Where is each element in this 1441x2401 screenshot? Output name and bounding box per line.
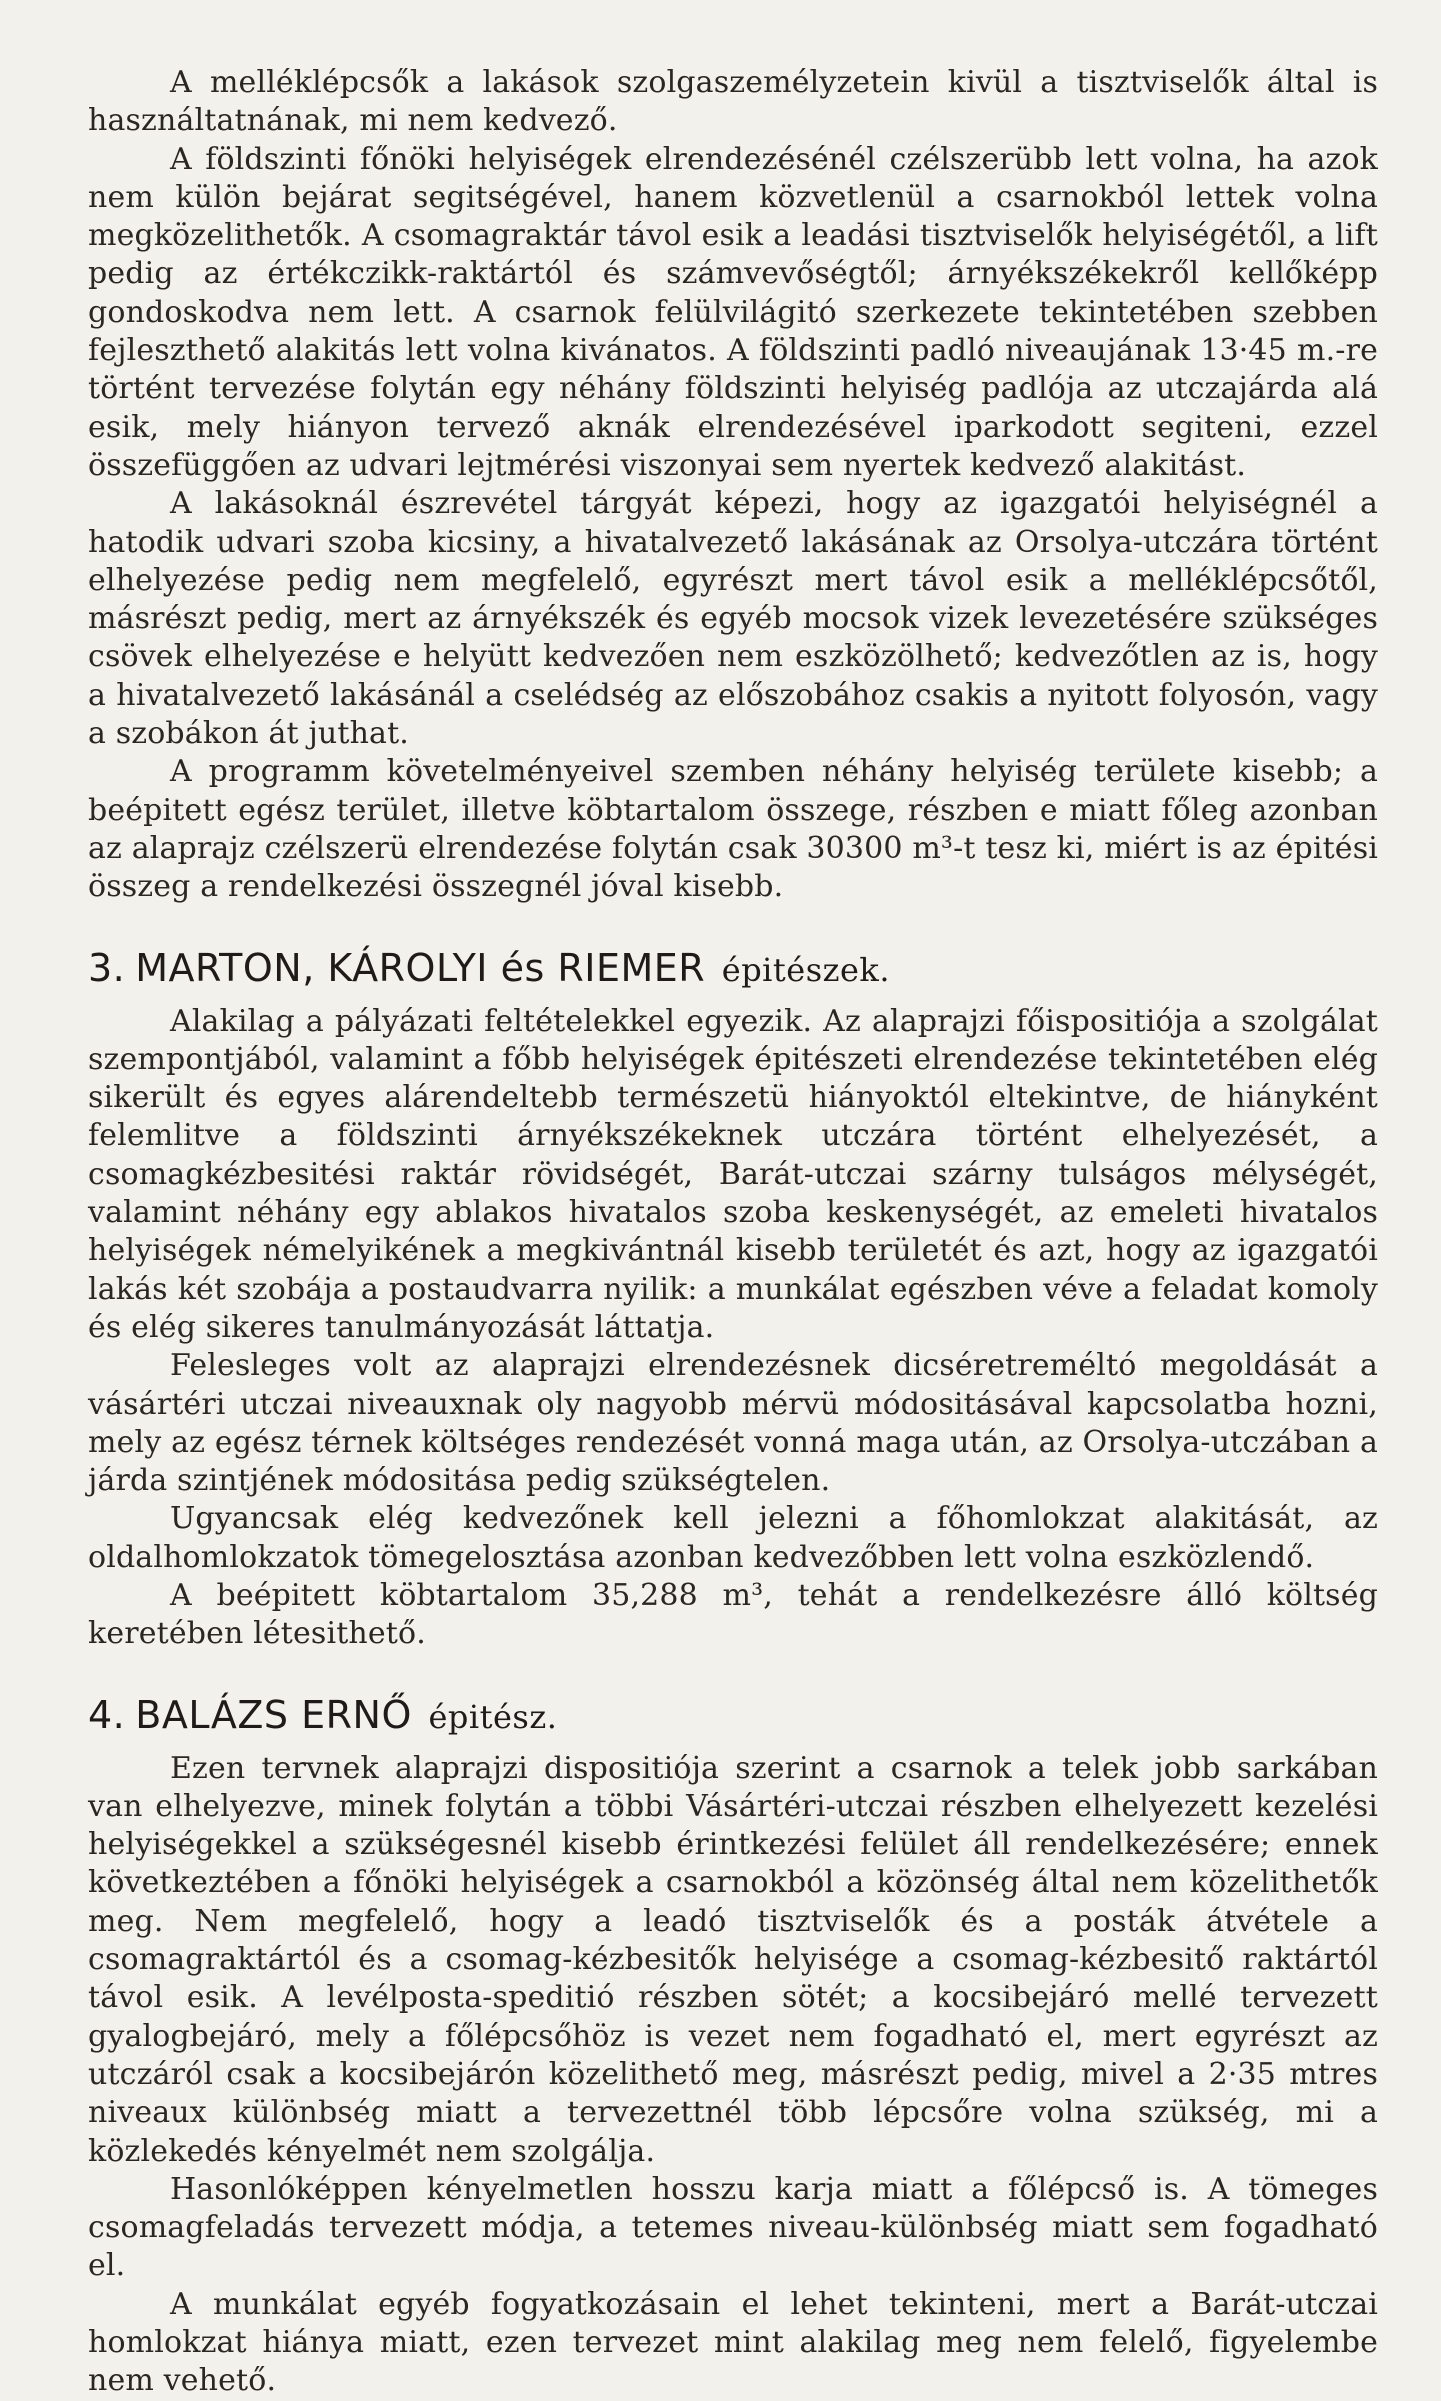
section-3-names: MARTON, KÁROLYI és RIEMER xyxy=(135,945,706,990)
section-3-heading xyxy=(88,945,1378,993)
section-3-paragraph-3: Ugyancsak elég kedvezőnek kell jelezni a főhomlokzat alakitását, az oldalhomlokzatok tömegelosztása azonban kedvezőbben lett volna eszközlendő. xyxy=(88,1501,1378,1575)
intro-paragraph-4: A programm követelményeivel szemben néhány helyiség területe kisebb; a beépitett egész terület, illetve köbtartalom összege, részben e miatt főleg azonban az alaprajz czélszerü elrendezése folytán csak 30300 m³-t tesz ki, miért is az épitési összeg a rendelkezési összegnél jóval kisebb. xyxy=(88,754,1378,905)
section-4-paragraph-3: A munkálat egyéb fogyatkozásain el lehet tekinteni, mert a Barát-utczai homlokzat hiánya miatt, ezen tervezet mint alakilag meg nem felelő, figyelembe nem vehető. xyxy=(88,2286,1378,2399)
section-4-heading xyxy=(88,1692,1378,1740)
section-4-names: BALÁZS ERNŐ xyxy=(135,1692,412,1737)
section-3-role: épitészek. xyxy=(721,950,890,989)
section-3-paragraph-4: A beépitett köbtartalom 35,288 m³, tehát a rendelkezésre álló költség keretében létesithető. xyxy=(88,1577,1378,1652)
section-4-number: 4. xyxy=(88,1692,126,1737)
intro-paragraph-1: A melléklépcsők a lakások szolgaszemélyzetein kivül a tisztviselők által is használtatnának, mi nem kedvező. xyxy=(88,65,1378,139)
section-3-paragraph-2: Felesleges volt az alaprajzi elrendezésnek dicséretreméltó megoldását a vásártéri utczai niveauxnak oly nagyobb mérvü módositásával kapcsolatba hozni, mely az egész térnek költséges rendezését vonná maga után, az Orsolya-utczában a járda szintjének módositása pedig szükségtelen. xyxy=(88,1348,1378,1499)
intro-paragraph-2: A földszinti főnöki helyiségek elrendezésénél czélszerübb lett volna, ha azok nem külön bejárat segitségével, hanem közvetlenül a csarnokból lettek volna megközelithetők. A csomagraktár távol esik a leadási tisztviselők helyiségétől, a lift pedig az értékczikk-raktártól és számvevőségtől; árnyékszékekről kellőképp gondoskodva nem lett. A csarnok felülvilágitó szerkezete tekintetében szebben fejleszthető alakitás lett volna kivánatos. A földszinti padló niveaujának 13·45 m.-re történt tervezése folytán egy néhány földszinti helyiség padlója az utczajárda alá esik, mely hiányon tervező aknák elrendezésével iparkodott segiteni, ezzel összefüggően az udvari lejtmérési viszonyai sem nyertek kedvező alakitást. xyxy=(88,141,1378,483)
section-4-paragraph-2: Hasonlóképpen kényelmetlen hosszu karja miatt a főlépcső is. A tömeges csomagfeladás tervezett módja, a tetemes niveau-különbség miatt sem fogadható el. xyxy=(88,2171,1378,2284)
section-4-role: épitész. xyxy=(428,1697,558,1736)
document-page xyxy=(88,64,1378,2401)
intro-paragraph-3: A lakásoknál észrevétel tárgyát képezi, hogy az igazgatói helyiségnél a hatodik udvari szoba kicsiny, a hivatalvezető lakásának az Orsolya-utczára történt elhelyezése pedig nem megfelelő, egyrészt mert távol esik a melléklépcsőtől, másrészt pedig, mert az árnyékszék és egyéb mocsok vizek levezetésére szükséges csövek elhelyezése e helyütt kedvezően nem eszközölhető; kedvezőtlen az is, hogy a hivatalvezető lakásánál a cselédség az előszobához csakis a nyitott folyosón, vagy a szobákon át juthat. xyxy=(88,486,1378,752)
section-3-paragraph-1: Alakilag a pályázati feltételekkel egyezik. Az alaprajzi főispositiója a szolgálat szempontjából, valamint a főbb helyiségek épitészeti elrendezése tekintetében elég sikerült és egyes alárendeltebb természetü hiányoktól eltekintve, de hiányként felemlitve a földszinti árnyékszékeknek utczára történt elhelyezését, a csomagkézbesitési raktár rövidségét, Barát-utczai szárny tulságos mélységét, valamint néhány egy ablakos hivatalos szoba keskenységét, az emeleti hivatalos helyiségek némelyikének a megkivántnál kisebb területét és azt, hogy az igazgatói lakás két szobája a postaudvarra nyilik: a munkálat egészben véve a feladat komoly és elég sikeres tanulmányozását láttatja. xyxy=(88,1003,1378,1345)
section-3-number: 3. xyxy=(88,945,126,990)
section-4-paragraph-1: Ezen tervnek alaprajzi dispositiója szerint a csarnok a telek jobb sarkában van elhelyezve, minek folytán a többi Vásártéri-utczai részben elhelyezett kezelési helyiségekkel a szükségesnél kisebb érintkezési felület áll rendelkezésére; ennek következtében a főnöki helyiségek a csarnokból a közönség által nem közelithetők meg. Nem megfelelő, hogy a leadó tisztviselők és a posták átvétele a csomagraktártól és a csomag-kézbesitők helyisége a csomag-kézbesitő raktártól távol esik. A levélposta-speditió részben sötét; a kocsibejáró mellé tervezett gyalogbejáró, mely a főlépcsőhöz is vezet nem fogadható el, mert egyrészt az utczáról csak a kocsibejárón közelithető meg, másrészt pedig, mivel a 2·35 mtres niveaux különbség miatt a tervezettnél több lépcsőre volna szükség, mi a közlekedés kényelmét nem szolgálja. xyxy=(88,1750,1378,2169)
